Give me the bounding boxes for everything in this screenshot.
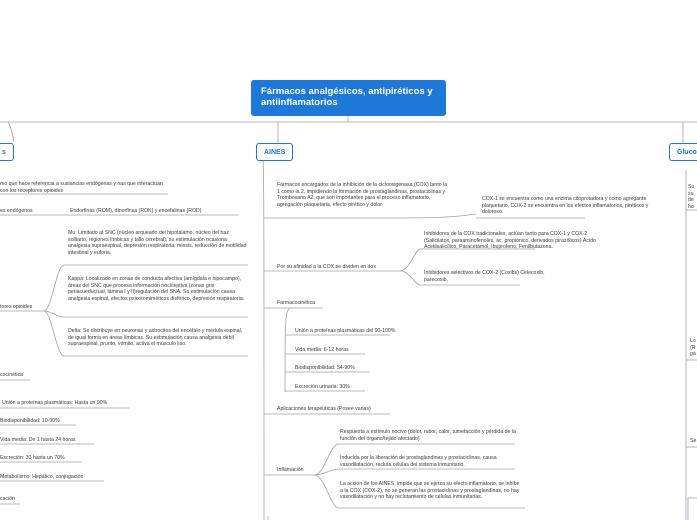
aines-inflamacion-induccion[interactable]: Inducida por la liberación de prostaglandinas y prostaciclinas, causa vasodilatación, recluta células del sistema inmunitario.	[340, 455, 497, 468]
opioides-excrecion[interactable]: Excreción: 30 hasta un 70%	[0, 455, 65, 461]
aines-cox-note[interactable]: COX-1 se encuentra como una enzima citoprotadora y como agregante plaquetario, COX-2 se encuentra en los efectos inflamatorios, piréticos y doloroso.	[482, 196, 649, 216]
opioides-farmacocinetica-label[interactable]: cocinética	[0, 372, 24, 378]
aines-aplicaciones[interactable]: Aplicaciones terapéuticas (Posee varias)	[277, 406, 371, 412]
opioides-clasificacion-label[interactable]: cación	[0, 496, 15, 502]
root-title: Fármacos analgésicos, antipiréticos y antiinflamatorios	[261, 86, 433, 108]
aines-inflamacion-respuesta[interactable]: Respuesta a estímulo nocivo (dolor, rubor, calor, tumefacción y pérdida de la función del órgano/tejido afectado)	[340, 429, 516, 442]
aines-inflamacion-label[interactable]: Inflamación	[277, 467, 304, 473]
opioides-intro[interactable]: mo que hace referencia a sustancias endógenas y nas que interactuan con los receptores opioides	[0, 181, 163, 194]
aines-afinidad-label[interactable]: Por su afinidad a la COX se dividen en dos	[277, 264, 376, 270]
aines-inhibidores-tradicionales[interactable]: Inhibidores de la COX tradicionales, actúan tanto para COX-1 y COX-2 (Salicilatos, paraaminofenoles, ác. propiónico, derivados pirazólicos) Ácido Acetilsalicílico, Paracetamol, Ibuprofeno, Fenilbutazona.	[424, 231, 596, 251]
branch-aines-label: AINES	[264, 149, 286, 156]
receptor-mu[interactable]: Mu: Limitado al SNC (núcleo arqueado del hipotálamo, núcleo del haz solitario, regiones límbicas y tallo cerebral), su estimulación ocasiona analgesia supraespinal, depresión respiratoria, miosis, reducción de motilidad intestinal y euforia.	[68, 230, 247, 256]
branch-aines[interactable]	[256, 143, 293, 161]
gluco-fragment-3[interactable]: Se	[690, 438, 697, 444]
receptor-delta[interactable]: Delta: Se distribuye en neuronas y astrocitos del encéfalo y médula espinal, de igual forma en áreas límbicas. Su estimulación causa analgesia débil supraespinal, prurito, vómito, activa el músculo liso.	[68, 328, 243, 348]
gluco-fragment-1[interactable]: Su su de ho	[688, 184, 695, 210]
branch-opioides-label: s	[2, 149, 6, 156]
receptores-opioides-label[interactable]: tores opioides	[0, 304, 33, 310]
opioides-metabolismo[interactable]: Metabolismo: Hepático, conjugación	[0, 474, 84, 480]
branch-glucocorticoides[interactable]	[669, 143, 697, 161]
aines-excrecion[interactable]: Excreción urinaria: 30%	[295, 384, 350, 390]
aines-inhibidores-selectivos[interactable]: Inhibidores selectivos de COX-2 (Coxibs) Celecoxib, parecoxib.	[424, 270, 545, 283]
aines-intro[interactable]: Fármacos encargados de la inhibición de la ciclooxigenasa (COX) tanto la 1 como la 2, impidiendo la formación de prostaglandinas, prostaciclinas y Tromboxano A2, que son importantes para el proceso inflamatorio, agregación plaquetaria, efecto pirético y dolor.	[277, 182, 448, 208]
opioides-union-proteinas[interactable]: Unión a proteínas plasmáticas: Hasta un 90%	[2, 400, 108, 406]
root-topic[interactable]	[251, 80, 446, 116]
gluco-fragment-2[interactable]: Lo (R ga	[690, 338, 696, 358]
aines-biodisponibilidad[interactable]: Biodisponibilidad: 54-90%	[295, 365, 355, 371]
aines-farmacocinetica-label[interactable]: Farmacocinética	[277, 300, 316, 306]
branch-glucocorticoides-label: Gluco	[677, 149, 697, 156]
opioides-endogenos-label[interactable]: es endógenos	[0, 208, 33, 214]
branch-opioides[interactable]	[0, 143, 14, 161]
opioides-biodisponibilidad[interactable]: Biodisponibilidad: 10-90%	[0, 418, 60, 424]
aines-union-proteinas[interactable]: Unión a proteínas plasmáticas del 90-100%	[295, 328, 396, 334]
aines-inflamacion-accion[interactable]: La acción de los AINES, impide que se ejerza su efecto inflamatorio, se inhibe a la COX (COX-2), no se generan las prostaciclinas y prostaglandinas, no hay vasodilatación y no hay reclutamiento de células inmunitarias.	[340, 481, 520, 501]
opioides-vida-media[interactable]: Vida media: De 1 hasta 24 horas	[0, 437, 76, 443]
opioides-endogenos-value[interactable]: Endorfinas (ROM), dinorfinas (ROK) y encefalinas (ROD)	[70, 208, 202, 214]
aines-vida-media[interactable]: Vida media: 6-12 horas	[295, 347, 349, 353]
receptor-kappa[interactable]: Kappa: Localizado en zonas de conducta afectiva (amígdala e hipocampo), áreas del SNC que procesa información nociceptiva (zonas gris periacueductual, lámina I y II)regulación del SNA. Su estimulación causa analgesia espinal, efectos psicotomiméticos disfórico, depresión respiratoria.	[68, 276, 245, 302]
